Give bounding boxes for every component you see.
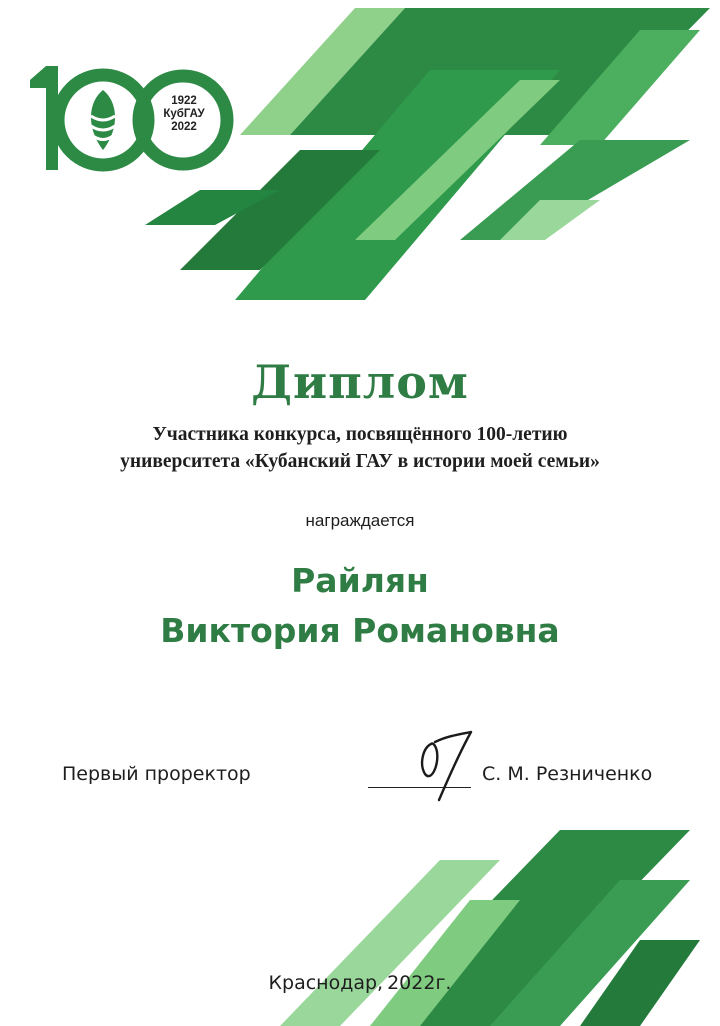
logo-year-end: 2022 — [171, 121, 197, 133]
place-year: 2022г. — [387, 972, 452, 994]
diploma-title: Диплом — [251, 355, 469, 409]
awarded-text: награждается — [305, 511, 415, 530]
leaf-emblem-icon — [91, 90, 115, 150]
place-city: Краснодар, — [268, 972, 384, 994]
recipient-surname: Райлян — [291, 561, 429, 600]
logo-year-start: 1922 — [171, 95, 197, 107]
recipient-given-names: Виктория Романовна — [160, 611, 560, 650]
subtitle-line-1: Участника конкурса, посвящённого 100-летию — [152, 424, 568, 445]
subtitle-line-2: университета «Кубанский ГАУ в истории моей семьи» — [120, 451, 600, 472]
handwritten-signature — [395, 726, 485, 806]
diploma-subtitle — [0, 421, 720, 475]
recipient-name — [0, 556, 720, 656]
signer-name: С. М. Резниченко — [482, 763, 653, 785]
logo-name: КубГАУ — [163, 108, 205, 120]
anniversary-logo — [28, 58, 243, 178]
signer-title: Первый проректор — [62, 763, 251, 785]
place-and-year — [0, 972, 720, 994]
logo-years — [158, 95, 210, 134]
